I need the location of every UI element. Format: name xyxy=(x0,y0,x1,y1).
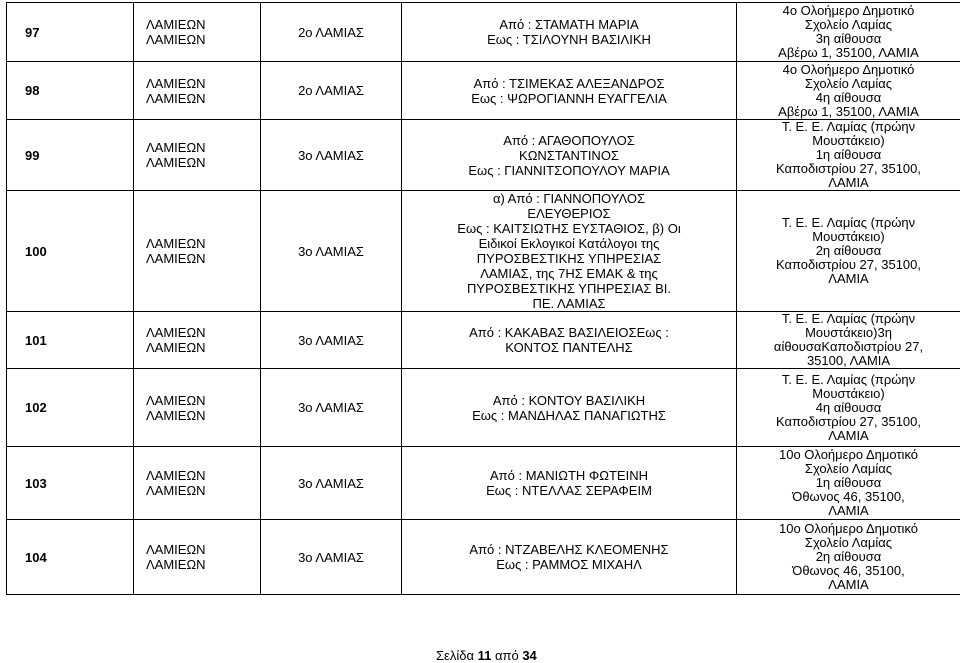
station-number: 100 xyxy=(7,191,134,312)
location-cell-line: 2η αίθουσα xyxy=(741,244,956,258)
location-cell-line: ΛΑΜΙΑ xyxy=(741,272,956,286)
voter-range-cell-line: ΚΩΝΣΤΑΝΤΙΝΟΣ xyxy=(406,148,732,163)
municipality-cell-line: ΛΑΜΙΕΩΝ xyxy=(146,76,256,91)
station-number: 99 xyxy=(7,120,134,191)
municipality-cell-line: ΛΑΜΙΕΩΝ xyxy=(146,17,256,32)
voter-range-cell-line: Από : ΣΤΑΜΑΤΗ ΜΑΡΙΑ xyxy=(406,17,732,32)
table-row xyxy=(7,62,960,120)
municipality-cell-line: ΛΑΜΙΕΩΝ xyxy=(146,408,256,423)
voter-range-cell-line: Από : ΑΓΑΘΟΠΟΥΛΟΣ xyxy=(406,133,732,148)
location-cell xyxy=(737,447,960,520)
table-row xyxy=(7,3,960,62)
location-cell-line: ΛΑΜΙΑ xyxy=(741,176,956,190)
voter-range-cell xyxy=(402,312,737,369)
location-cell xyxy=(737,120,960,191)
location-cell xyxy=(737,3,960,62)
voter-range-cell-line: ΛΑΜΙΑΣ, της 7ΗΣ ΕΜΑΚ & της xyxy=(406,266,732,281)
location-cell-line: Καποδιστρίου 27, 35100, xyxy=(741,258,956,272)
municipality-cell xyxy=(134,369,261,447)
municipality-cell xyxy=(134,312,261,369)
voter-range-cell xyxy=(402,191,737,312)
municipality-cell xyxy=(134,191,261,312)
location-cell-line: Τ. Ε. Ε. Λαμίας (πρώην xyxy=(741,373,956,387)
table-row xyxy=(7,520,960,595)
location-cell-line: 2η αίθουσα xyxy=(741,550,956,564)
footer-page-total: 34 xyxy=(522,648,536,663)
location-cell-line: Σχολείο Λαμίας xyxy=(741,462,956,476)
voter-range-cell xyxy=(402,369,737,447)
municipality-cell-line: ΛΑΜΙΕΩΝ xyxy=(146,140,256,155)
location-cell-line: ΛΑΜΙΑ xyxy=(741,504,956,518)
voter-range-cell-line: Εως : ΜΑΝΔΗΛΑΣ ΠΑΝΑΓΙΩΤΗΣ xyxy=(406,408,732,423)
location-cell-line: Όθωνος 46, 35100, xyxy=(741,564,956,578)
municipality-cell xyxy=(134,3,261,62)
polling-stations-table-page xyxy=(6,2,960,595)
voter-range-cell-line: Εως : ΚΑΙΤΣΙΩΤΗΣ ΕΥΣΤΑΘΙΟΣ, β) Οι xyxy=(406,221,732,236)
location-cell-line: 10ο Ολοήμερο Δημοτικό xyxy=(741,522,956,536)
voter-range-cell-line: ΠΥΡΟΣΒΕΣΤΙΚΗΣ ΥΠΗΡΕΣΙΑΣ ΒΙ. xyxy=(406,281,732,296)
voter-range-cell-line: Εως : ΓΙΑΝΝΙΤΣΟΠΟΥΛΟΥ ΜΑΡΙΑ xyxy=(406,163,732,178)
complex-cell: 2ο ΛΑΜΙΑΣ xyxy=(261,3,402,62)
voter-range-cell xyxy=(402,520,737,595)
location-cell-line: Καποδιστρίου 27, 35100, xyxy=(741,415,956,429)
municipality-cell xyxy=(134,447,261,520)
location-cell-line: 4η αίθουσα xyxy=(741,401,956,415)
footer-separator: από xyxy=(495,648,519,663)
municipality-cell-line: ΛΑΜΙΕΩΝ xyxy=(146,340,256,355)
location-cell-line: 35100, ΛΑΜΙΑ xyxy=(741,354,956,368)
municipality-cell-line: ΛΑΜΙΕΩΝ xyxy=(146,325,256,340)
municipality-cell-line: ΛΑΜΙΕΩΝ xyxy=(146,236,256,251)
location-cell-line: Μουστάκειο) xyxy=(741,134,956,148)
complex-cell: 2ο ΛΑΜΙΑΣ xyxy=(261,62,402,120)
station-number: 101 xyxy=(7,312,134,369)
location-cell-line: Τ. Ε. Ε. Λαμίας (πρώην xyxy=(741,312,956,326)
location-cell-line: Σχολείο Λαμίας xyxy=(741,18,956,32)
location-cell xyxy=(737,312,960,369)
station-number: 97 xyxy=(7,3,134,62)
voter-range-cell-line: Από : ΚΟΝΤΟΥ ΒΑΣΙΛΙΚΗ xyxy=(406,393,732,408)
voter-range-cell xyxy=(402,3,737,62)
page-footer xyxy=(436,648,537,663)
voter-range-cell-line: Από : ΤΣΙΜΕΚΑΣ ΑΛΕΞΑΝΔΡΟΣ xyxy=(406,76,732,91)
station-number: 98 xyxy=(7,62,134,120)
municipality-cell-line: ΛΑΜΙΕΩΝ xyxy=(146,393,256,408)
location-cell-line: Καποδιστρίου 27, 35100, xyxy=(741,162,956,176)
table-row xyxy=(7,369,960,447)
location-cell-line: 10ο Ολοήμερο Δημοτικό xyxy=(741,448,956,462)
municipality-cell-line: ΛΑΜΙΕΩΝ xyxy=(146,251,256,266)
station-number: 102 xyxy=(7,369,134,447)
location-cell-line: 4ο Ολοήμερο Δημοτικό xyxy=(741,63,956,77)
location-cell-line: 4η αίθουσα xyxy=(741,91,956,105)
municipality-cell-line: ΛΑΜΙΕΩΝ xyxy=(146,155,256,170)
municipality-cell xyxy=(134,520,261,595)
voter-range-cell-line: Από : ΝΤΖΑΒΕΛΗΣ ΚΛΕΟΜΕΝΗΣ xyxy=(406,542,732,557)
voter-range-cell-line: Από : ΜΑΝΙΩΤΗ ΦΩΤΕΙΝΗ xyxy=(406,468,732,483)
voter-range-cell-line: ΠΥΡΟΣΒΕΣΤΙΚΗΣ ΥΠΗΡΕΣΙΑΣ xyxy=(406,251,732,266)
location-cell-line: Όθωνος 46, 35100, xyxy=(741,490,956,504)
station-number: 104 xyxy=(7,520,134,595)
municipality-cell-line: ΛΑΜΙΕΩΝ xyxy=(146,32,256,47)
voter-range-cell-line: Ειδικοί Εκλογικοί Κατάλογοι της xyxy=(406,236,732,251)
municipality-cell-line: ΛΑΜΙΕΩΝ xyxy=(146,91,256,106)
location-cell-line: Αβέρω 1, 35100, ΛΑΜΙΑ xyxy=(741,46,956,60)
location-cell-line: ΛΑΜΙΑ xyxy=(741,429,956,443)
voter-range-cell-line: Εως : ΤΣΙΛΟΥΝΗ ΒΑΣΙΛΙΚΗ xyxy=(406,32,732,47)
voter-range-cell-line: Εως : ΝΤΕΛΛΑΣ ΣΕΡΑΦΕΙΜ xyxy=(406,483,732,498)
location-cell-line: Τ. Ε. Ε. Λαμίας (πρώην xyxy=(741,216,956,230)
complex-cell: 3ο ΛΑΜΙΑΣ xyxy=(261,520,402,595)
location-cell-line: Μουστάκειο)3η xyxy=(741,326,956,340)
location-cell-line: Μουστάκειο) xyxy=(741,230,956,244)
voter-range-cell-line: Από : ΚΑΚΑΒΑΣ ΒΑΣΙΛΕΙΟΣΕως : xyxy=(406,325,732,340)
table-row xyxy=(7,312,960,369)
location-cell-line: ΛΑΜΙΑ xyxy=(741,578,956,592)
location-cell-line: 3η αίθουσα xyxy=(741,32,956,46)
location-cell-line: 1η αίθουσα xyxy=(741,476,956,490)
municipality-cell-line: ΛΑΜΙΕΩΝ xyxy=(146,557,256,572)
location-cell xyxy=(737,369,960,447)
location-cell-line: Τ. Ε. Ε. Λαμίας (πρώην xyxy=(741,120,956,134)
complex-cell: 3ο ΛΑΜΙΑΣ xyxy=(261,191,402,312)
location-cell-line: αίθουσαΚαποδιστρίου 27, xyxy=(741,340,956,354)
location-cell xyxy=(737,520,960,595)
location-cell-line: Σχολείο Λαμίας xyxy=(741,536,956,550)
location-cell-line: Σχολείο Λαμίας xyxy=(741,77,956,91)
municipality-cell-line: ΛΑΜΙΕΩΝ xyxy=(146,483,256,498)
table-row xyxy=(7,120,960,191)
voter-range-cell xyxy=(402,62,737,120)
polling-stations-table xyxy=(6,2,960,595)
footer-page-number: 11 xyxy=(478,648,492,663)
station-number: 103 xyxy=(7,447,134,520)
location-cell xyxy=(737,191,960,312)
voter-range-cell-line: Εως : ΡΑΜΜΟΣ ΜΙΧΑΗΛ xyxy=(406,557,732,572)
location-cell-line: Αβέρω 1, 35100, ΛΑΜΙΑ xyxy=(741,105,956,119)
municipality-cell-line: ΛΑΜΙΕΩΝ xyxy=(146,468,256,483)
complex-cell: 3ο ΛΑΜΙΑΣ xyxy=(261,447,402,520)
voter-range-cell-line: ΕΛΕΥΘΕΡΙΟΣ xyxy=(406,206,732,221)
voter-range-cell-line: ΚΟΝΤΟΣ ΠΑΝΤΕΛΗΣ xyxy=(406,340,732,355)
table-row xyxy=(7,191,960,312)
complex-cell: 3ο ΛΑΜΙΑΣ xyxy=(261,120,402,191)
location-cell xyxy=(737,62,960,120)
location-cell-line: Μουστάκειο) xyxy=(741,387,956,401)
municipality-cell xyxy=(134,120,261,191)
voter-range-cell-line: Εως : ΨΩΡΟΓΙΑΝΝΗ ΕΥΑΓΓΕΛΙΑ xyxy=(406,91,732,106)
complex-cell: 3ο ΛΑΜΙΑΣ xyxy=(261,312,402,369)
voter-range-cell-line: α) Από : ΓΙΑΝΝΟΠΟΥΛΟΣ xyxy=(406,191,732,206)
location-cell-line: 4ο Ολοήμερο Δημοτικό xyxy=(741,4,956,18)
municipality-cell-line: ΛΑΜΙΕΩΝ xyxy=(146,542,256,557)
voter-range-cell-line: ΠΕ. ΛΑΜΙΑΣ xyxy=(406,296,732,311)
location-cell-line: 1η αίθουσα xyxy=(741,148,956,162)
voter-range-cell xyxy=(402,447,737,520)
complex-cell: 3ο ΛΑΜΙΑΣ xyxy=(261,369,402,447)
voter-range-cell xyxy=(402,120,737,191)
footer-prefix: Σελίδα xyxy=(436,648,474,663)
table-row xyxy=(7,447,960,520)
municipality-cell xyxy=(134,62,261,120)
